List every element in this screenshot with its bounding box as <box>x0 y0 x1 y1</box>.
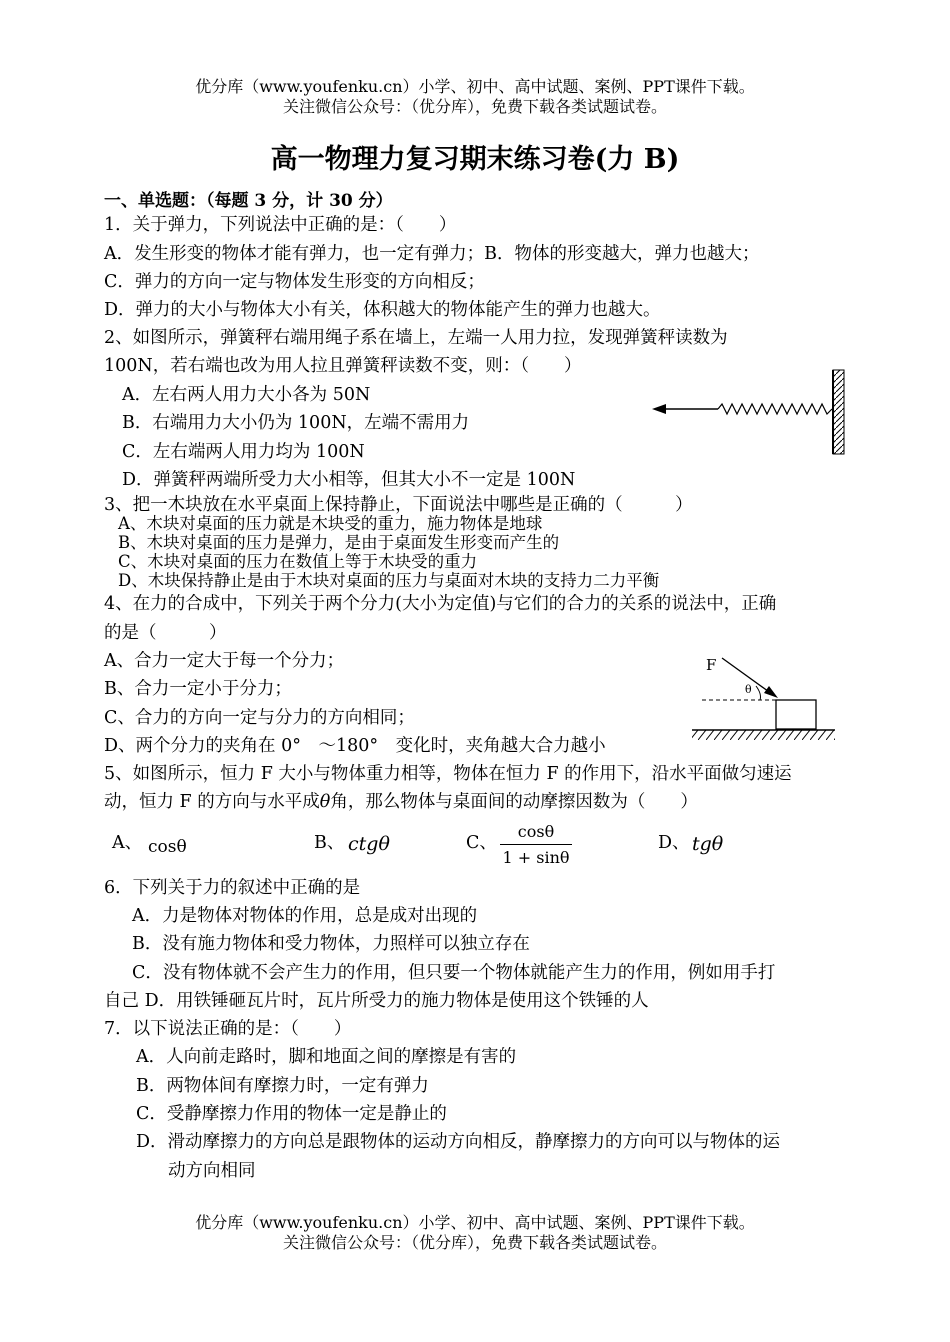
q3-option-c: C、木块对桌面的压力在数值上等于木块受的重力 <box>118 552 478 571</box>
q4-stem-line-2: 的是（ ） <box>104 623 227 643</box>
q2-stem-line-2: 100N，若右端也改为用人拉且弹簧秤读数不变，则：（ ） <box>104 356 582 376</box>
q4-option-d: D、两个分力的夹角在 0° ～180° 变化时，夹角越大合力越小 <box>104 736 606 756</box>
q5-option-d-formula: tgθ <box>692 833 724 855</box>
q6-stem: 6．下列关于力的叙述中正确的是 <box>104 878 361 898</box>
q4-stem-line-1: 4、在力的合成中，下列关于两个分力(大小为定值)与它们的合力的关系的说法中，正确 <box>104 594 777 614</box>
q5-stem-text: 动，恒力 F 的方向与水平成 <box>104 792 320 812</box>
q7-option-d-line-2: 动方向相同 <box>168 1161 256 1181</box>
fraction-denominator: 1 + sinθ <box>500 844 572 868</box>
q7-stem: 7．以下说法正确的是：（ ） <box>104 1019 352 1039</box>
q5-option-a-label: A、 <box>112 833 143 853</box>
q5-option-c-fraction <box>500 822 572 868</box>
q1-option-c: C．弹力的方向一定与物体发生形变的方向相反； <box>104 272 485 292</box>
q6-option-b: B．没有施力物体和受力物体，力照样可以独立存在 <box>132 934 530 954</box>
q4-option-a: A、合力一定大于每一个分力； <box>104 651 345 671</box>
q5-option-b-formula: ctgθ <box>348 833 390 855</box>
q4-option-c: C、合力的方向一定与分力的方向相同； <box>104 708 415 728</box>
q5-stem-line-2 <box>104 791 698 813</box>
spring-scale-figure <box>650 368 850 458</box>
q6-option-c-line-1: C．没有物体就不会产生力的作用，但只要一个物体就能产生力的作用，例如用手打 <box>132 963 776 983</box>
q1-option-d: D．弹力的大小与物体大小有关，体积越大的物体能产生的弹力也越大。 <box>104 300 661 320</box>
q6-option-a: A．力是物体对物体的作用，总是成对出现的 <box>132 906 478 926</box>
q5-stem-text-end: 角，那么物体与桌面间的动摩擦因数为（ ） <box>330 792 698 812</box>
q3-option-a: A、木块对桌面的压力就是木块受的重力，施力物体是地球 <box>118 514 543 533</box>
q7-option-b: B．两物体间有摩擦力时，一定有弹力 <box>136 1076 429 1096</box>
q5-option-c-label: C、 <box>466 833 497 853</box>
q2-option-b: B．右端用力大小仍为 100N，左端不需用力 <box>122 413 470 433</box>
angle-label: θ <box>745 683 752 696</box>
footer-line-2: 关注微信公众号：（优分库），免费下载各类试题试卷。 <box>282 1233 667 1252</box>
q7-option-c: C．受静摩擦力作用的物体一定是静止的 <box>136 1104 447 1124</box>
q5-option-d-label: D、 <box>658 833 690 853</box>
q7-option-a: A．人向前走路时，脚和地面之间的摩擦是有害的 <box>136 1047 517 1067</box>
footer-line-1: 优分库（www.youfenku.cn）小学、初中、高中试题、案例、PPT课件下载。 <box>195 1213 755 1232</box>
header-line-2: 关注微信公众号：（优分库），免费下载各类试题试卷。 <box>282 97 667 116</box>
fraction-numerator: cosθ <box>517 822 555 841</box>
q3-stem: 3、把一木块放在水平桌面上保持静止，下面说法中哪些是正确的（ ） <box>104 495 693 515</box>
q2-option-c: C．左右端两人用力均为 100N <box>122 442 365 462</box>
q1-option-ab: A．发生形变的物体才能有弹力，也一定有弹力；B．物体的形变越大，弹力也越大； <box>104 244 760 264</box>
force-label: F <box>706 656 717 674</box>
force-angle-figure <box>690 650 840 750</box>
q5-option-a-formula: cosθ <box>148 837 187 857</box>
q3-option-b: B、木块对桌面的压力是弹力，是由于桌面发生形变而产生的 <box>118 533 560 552</box>
q5-option-b-label: B、 <box>314 833 345 853</box>
q5-stem-line-1: 5、如图所示，恒力 F 大小与物体重力相等，物体在恒力 F 的作用下，沿水平面做匀速运 <box>104 764 792 784</box>
header-line-1: 优分库（www.youfenku.cn）小学、初中、高中试题、案例、PPT课件下载。 <box>195 77 755 96</box>
q6-option-c-line-2: 自己 D．用铁锤砸瓦片时，瓦片所受力的施力物体是使用这个铁锤的人 <box>104 991 649 1011</box>
page-title: 高一物理力复习期末练习卷(力 B) <box>270 144 680 175</box>
q2-stem-line-1: 2、如图所示，弹簧秤右端用绳子系在墙上，左端一人用力拉，发现弹簧秤读数为 <box>104 328 728 348</box>
q7-option-d-line-1: D．滑动摩擦力的方向总是跟物体的运动方向相反，静摩擦力的方向可以与物体的运 <box>136 1132 781 1152</box>
q2-option-a: A．左右两人用力大小各为 50N <box>122 385 371 405</box>
q3-option-d: D、木块保持静止是由于木块对桌面的压力与桌面对木块的支持力二力平衡 <box>118 571 660 590</box>
q1-stem: 1．关于弹力，下列说法中正确的是：（ ） <box>104 215 457 235</box>
theta-symbol: θ <box>319 792 331 812</box>
q4-option-b: B、合力一定小于分力； <box>104 679 292 699</box>
section-heading: 一、单选题：（每题 3 分，计 30 分） <box>104 191 393 211</box>
q2-option-d: D．弹簧秤两端所受力大小相等，但其大小不一定是 100N <box>122 470 576 490</box>
